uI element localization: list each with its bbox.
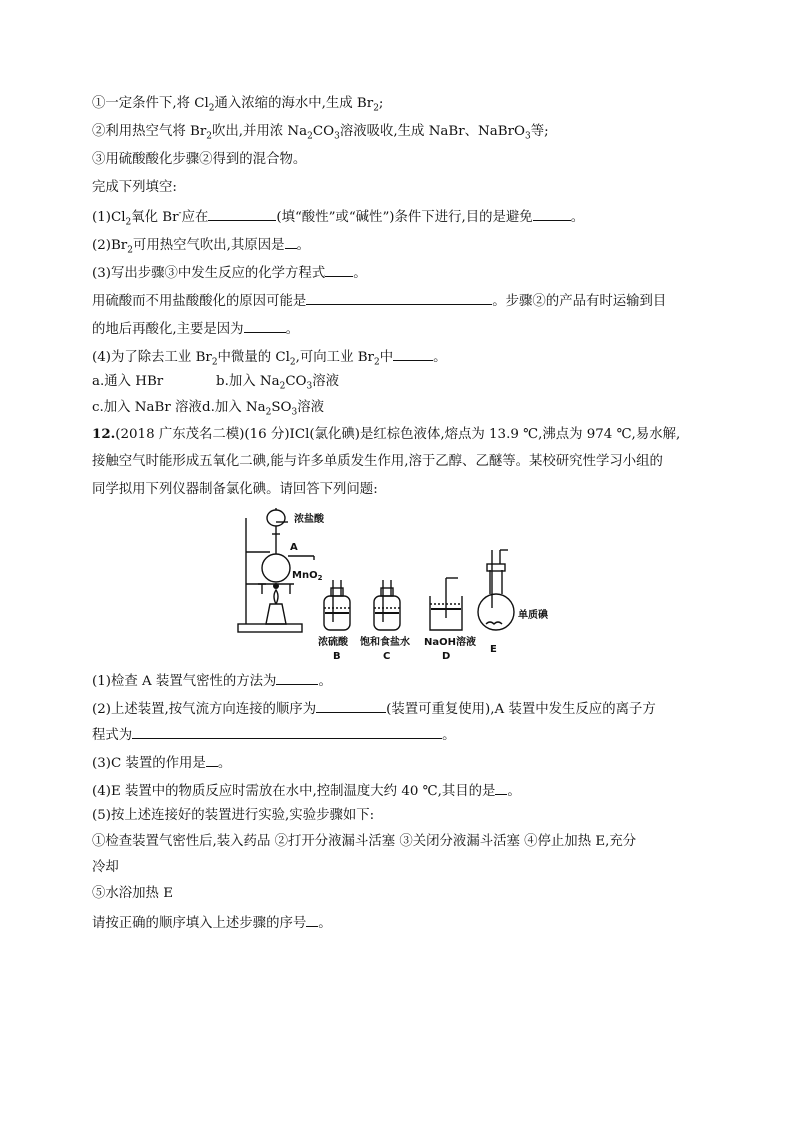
label-saturated-brine: 饱和食盐水 [360, 637, 410, 648]
options-row-2 [92, 398, 324, 418]
dropping-funnel [267, 510, 285, 526]
question-12-intro-3: 同学拟用下列仪器制备氯化碘。请回答下列问题: [92, 482, 378, 497]
procedure-steps: ①检查装置气密性后,装入药品 ②打开分液漏斗活塞 ③关闭分液漏斗活塞 ④停止加热 E,充分 [92, 834, 637, 849]
step-1: ①一定条件下,将 $Cl_2$通入浓缩的海水中,生成 $Br_2$; [92, 96, 384, 114]
label-a: A [290, 542, 298, 553]
question-3-part-b: 用硫酸而不用盐酸酸化的原因可能是 。步骤②的产品有时运输到目 [92, 290, 666, 312]
procedure-step-5: ⑤水浴加热 E [92, 886, 173, 901]
step-2: ②利用热空气将 $Br_2$吹出,并用浓 $Na_2CO_3$溶液吸收,生成 NaBr、NaBrO$_3$等; [92, 124, 549, 142]
answer-blank[interactable] [325, 262, 353, 277]
answer-blank[interactable] [208, 206, 276, 221]
label-conc-hcl: 浓盐酸 [294, 514, 324, 525]
option-c: c.加入 NaBr 溶液 [92, 400, 202, 415]
stand-base [238, 624, 302, 632]
question-2: $(2)Br_2$可用热空气吹出,其原因是 。 [92, 234, 310, 256]
answer-blank[interactable] [276, 670, 318, 685]
label-mno2: MnO$_2$ [292, 570, 323, 582]
step-3: ③用硫酸酸化步骤②得到的混合物。 [92, 152, 307, 167]
answer-blank[interactable] [306, 912, 318, 927]
options-row-1 [92, 372, 339, 392]
label-c: C [383, 651, 391, 662]
option-a: a.通入 HBr [92, 374, 164, 389]
question-1: $(1)Cl_2$氧化 Br-应在 (填“酸性”或“碱性”)条件下进行,目的是避免 。 [92, 206, 584, 228]
label-b: B [333, 651, 341, 662]
subquestion-6: 请按正确的顺序填入上述步骤的序号 。 [92, 912, 332, 934]
label-e: E [490, 644, 497, 655]
answer-blank[interactable] [306, 290, 492, 305]
subquestion-4: (4)E 装置中的物质反应时需放在水中,控制温度大约 40 ℃,其目的是 。 [92, 780, 521, 802]
liquid-fill [273, 583, 461, 614]
option-d: d.加入 $Na_2SO_3$溶液 [202, 400, 324, 418]
answer-blank[interactable] [244, 318, 286, 333]
question-3: (3)写出步骤③中发生反应的化学方程式 。 [92, 262, 367, 284]
alcohol-lamp [266, 604, 286, 624]
label-naoh-solution: NaOH溶液 [424, 637, 476, 648]
answer-blank[interactable] [393, 346, 433, 361]
question-3-part-c: 的地后再酸化,主要是因为 。 [92, 318, 299, 340]
flask-e [478, 594, 514, 630]
apparatus-diagram [232, 500, 572, 665]
option-b: b.加入 $Na_2CO_3$溶液 [216, 374, 340, 392]
answer-blank[interactable] [206, 752, 218, 767]
answer-blank[interactable] [495, 780, 507, 795]
answer-blank[interactable] [316, 698, 386, 713]
flask-a [262, 554, 290, 582]
question-12-intro-2: 接触空气时能形成五氧化二碘,能与许多单质发生作用,溶于乙醇、乙醚等。某校研究性学习小组的 [92, 454, 663, 469]
answer-blank[interactable] [533, 206, 571, 221]
subquestion-1: (1)检查 A 装置气密性的方法为 。 [92, 670, 332, 692]
subquestion-2: (2)上述装置,按气流方向连接的顺序为 (装置可重复使用),A 装置中发生反应的离子方 [92, 698, 656, 720]
answer-blank[interactable] [285, 234, 297, 249]
label-conc-sulfuric: 浓硫酸 [318, 637, 348, 648]
question-number: 12. [92, 426, 116, 442]
label-iodine: 单质碘 [518, 610, 548, 621]
procedure-steps-cont: 冷却 [92, 860, 119, 875]
label-d: D [442, 651, 451, 662]
answer-blank[interactable] [132, 724, 442, 739]
instruction: 完成下列填空: [92, 180, 177, 195]
question-4: (4)为了除去工业 $Br_2$中微量的 $Cl_2$,可向工业 $Br_2$中 。 [92, 346, 446, 368]
question-12-intro-1: 12.(2018 广东茂名二模)(16 分)ICl(氯化碘)是红棕色液体,熔点为 13.9 ℃,沸点为 974 ℃,易水解, [92, 426, 681, 442]
subquestion-3: (3)C 装置的作用是 。 [92, 752, 231, 774]
subquestion-5: (5)按上述连接好的装置进行实验,实验步骤如下: [92, 808, 375, 823]
subquestion-2-equation: 程式为 。 [92, 724, 456, 746]
